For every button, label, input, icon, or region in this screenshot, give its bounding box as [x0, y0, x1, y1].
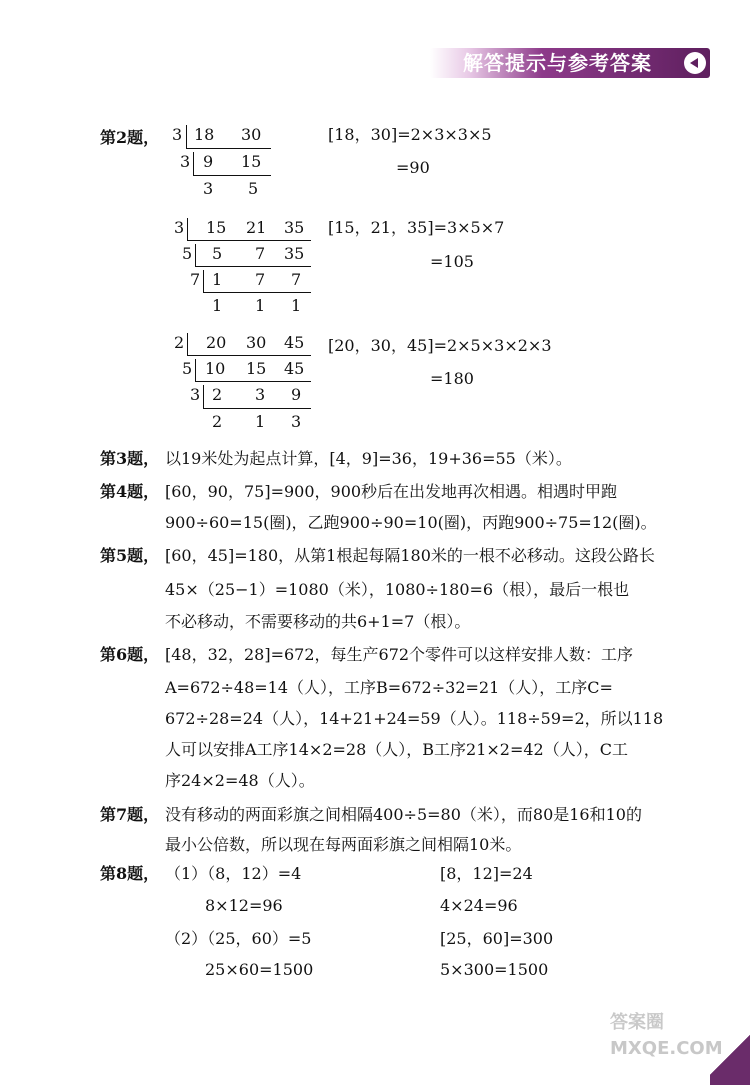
- number: 35: [284, 244, 305, 263]
- number: 7: [291, 270, 302, 289]
- q6-line: 672÷28=24（人），14+21+24=59（人）。118÷59=2，所以118: [165, 709, 664, 728]
- q2-result: =105: [430, 252, 474, 271]
- number: 5: [248, 179, 259, 198]
- number: 9: [203, 152, 214, 171]
- q7-line: 最小公倍数，所以现在每两面彩旗之间相隔10米。: [165, 835, 522, 854]
- number: 1: [255, 296, 266, 315]
- watermark: [610, 1010, 730, 1062]
- q6-line: A=672÷48=14（人），工序B=672÷32=21（人），工序C=: [165, 678, 613, 697]
- q7-line: 没有移动的两面彩旗之间相隔400÷5=80（米），而80是16和10的: [165, 805, 642, 824]
- number: 5: [212, 244, 223, 263]
- divisor: 2: [174, 333, 185, 352]
- number: 2: [212, 385, 223, 404]
- q2-equation: [18，30]=2×3×3×5: [328, 125, 492, 144]
- division-bar: [186, 125, 187, 149]
- q5-line: [60，45]=180，从第1根起每隔180米的一根不必移动。这段公路长: [165, 546, 655, 565]
- number: 18: [194, 125, 215, 144]
- division-bar: [203, 270, 204, 293]
- number: 15: [206, 218, 227, 237]
- number: 1: [291, 296, 302, 315]
- division-bar: [187, 355, 311, 356]
- divisor: 3: [174, 218, 185, 237]
- divisor: 3: [190, 385, 201, 404]
- division-bar: [187, 240, 311, 241]
- q4-line: 900÷60=15(圈)，乙跑900÷90=10(圈)，丙跑900÷75=12(圈)。: [165, 513, 657, 532]
- number: 30: [241, 125, 262, 144]
- q8-lcm: [25，60]=300: [440, 929, 554, 948]
- divisor: 3: [172, 125, 183, 144]
- number: 7: [255, 244, 266, 263]
- divisor: 5: [182, 244, 193, 263]
- number: 1: [212, 296, 223, 315]
- division-bar: [186, 148, 271, 149]
- q2-equation: [20，30，45]=2×5×3×2×3: [328, 336, 552, 355]
- number: 1: [255, 412, 266, 431]
- number: 9: [291, 385, 302, 404]
- q5-label: 第5题，: [100, 546, 160, 565]
- division-bar: [195, 359, 196, 382]
- arrow-left-icon: [684, 52, 706, 74]
- number: 15: [241, 152, 262, 171]
- division-bar: [193, 175, 271, 176]
- q2-label: 第2题，: [100, 128, 160, 147]
- q8-label: 第8题，: [100, 864, 160, 883]
- divisor: 7: [190, 270, 201, 289]
- number: 3: [203, 179, 214, 198]
- number: 45: [284, 333, 305, 352]
- division-bar: [195, 266, 311, 267]
- number: 3: [255, 385, 266, 404]
- q5-line: 不必移动，不需要移动的共6+1=7（根）。: [165, 612, 471, 631]
- division-bar: [187, 218, 188, 241]
- division-bar: [203, 292, 311, 293]
- q8-product: 8×12=96: [205, 896, 283, 915]
- q8-check: 5×300=1500: [440, 960, 549, 979]
- q8-gcd: （1）（8，12）=4: [165, 864, 302, 883]
- number: 3: [291, 412, 302, 431]
- division-bar: [203, 385, 204, 408]
- q2-equation: [15，21，35]=3×5×7: [328, 218, 505, 237]
- q6-line: 序24×2=48（人）。: [165, 771, 315, 790]
- q8-lcm: [8，12]=24: [440, 864, 533, 883]
- q5-line: 45×（25−1）=1080（米），1080÷180=6（根），最后一根也: [165, 580, 630, 599]
- header-title: 解答提示与参考答案: [463, 51, 652, 75]
- q3-label: 第3题，: [100, 449, 160, 468]
- number: 35: [284, 218, 305, 237]
- division-bar: [187, 333, 188, 356]
- watermark-text: 答案圈: [610, 1012, 664, 1033]
- division-bar: [195, 381, 311, 382]
- q7-label: 第7题，: [100, 805, 160, 824]
- q6-line: 人可以安排A工序14×2=28（人），B工序21×2=42（人），C工: [165, 740, 628, 759]
- number: 45: [284, 359, 305, 378]
- divisor: 5: [182, 359, 193, 378]
- division-bar: [193, 152, 194, 176]
- number: 1: [212, 270, 223, 289]
- q8-product: 25×60=1500: [205, 960, 314, 979]
- number: 21: [246, 218, 267, 237]
- q2-result: =180: [430, 369, 474, 388]
- number: 15: [246, 359, 267, 378]
- q6-line: [48，32，28]=672，每生产672个零件可以这样安排人数：工序: [165, 645, 634, 664]
- q8-gcd: （2）（25，60）=5: [165, 929, 312, 948]
- division-bar: [195, 244, 196, 267]
- number: 7: [255, 270, 266, 289]
- number: 10: [205, 359, 226, 378]
- q2-result: =90: [396, 158, 430, 177]
- division-bar: [203, 408, 311, 409]
- q4-line: [60，90，75]=900，900秒后在出发地再次相遇。相遇时甲跑: [165, 482, 618, 501]
- number: 2: [212, 412, 223, 431]
- watermark-url: MXQE.COM: [610, 1038, 723, 1059]
- divisor: 3: [180, 152, 191, 171]
- number: 20: [206, 333, 227, 352]
- q8-check: 4×24=96: [440, 896, 518, 915]
- number: 30: [246, 333, 267, 352]
- q3-line: 以19米处为起点计算，[4，9]=36，19+36=55（米）。: [165, 449, 572, 468]
- q6-label: 第6题，: [100, 645, 160, 664]
- q4-label: 第4题，: [100, 482, 160, 501]
